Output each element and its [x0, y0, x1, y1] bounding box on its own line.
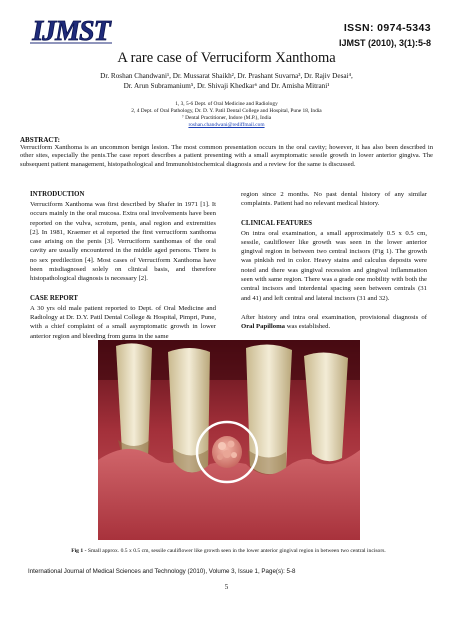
- clinical-photo: [98, 340, 360, 540]
- affiliation-line-3: ⁷ Dental Practitioner, Indore (M.P.), India: [181, 115, 272, 121]
- diagnosis-suffix: was established.: [285, 323, 331, 331]
- right-column: [241, 190, 427, 332]
- journal-citation: IJMST (2010), 3(1):5-8: [338, 38, 431, 48]
- author-line-2: Dr. Arun Subramanium⁵, Dr. Shivaji Khedkar⁶ and Dr. Amisha Mitrani¹: [123, 81, 330, 90]
- paper-title: A rare case of Verruciform Xanthoma: [117, 50, 336, 66]
- figure-caption-text: Small approx. 0.5 x 0.5 cm, sessile cauliflower like growth seen in the lower anterior gingival region in between two central incisors.: [87, 548, 386, 554]
- affiliations: [20, 101, 433, 129]
- introduction-heading: INTRODUCTION: [30, 191, 85, 198]
- diagnosis-paragraph: [241, 313, 427, 332]
- left-column: [30, 190, 216, 341]
- figure-label: Fig 1 -: [71, 548, 88, 554]
- author-list: [20, 72, 433, 91]
- introduction-text: Verruciform Xanthoma was first described by Shafer in 1971 [1]. It occurs mainly in the oral mucosa. Extra oral involvements have been reported on the vulva, scrotum, penis, anal region and extremities [2]. In 1981, Kraemer et al reported the first verruciform xanthoma case arising on the penis [3]. Verruciform xanthomas of the oral cavity are usually encountered in the middle aged persons. There is no sex predilection [4]. Most cases of Verruciform Xanthoma have been misdiagnosed solely on clinical basis, and therefore histopathological diagnosis is necessary [2].: [30, 201, 216, 283]
- case-report-continuation: region since 2 months. No past dental history of any similar complaints. Patient had no relevant medical history.: [241, 191, 427, 208]
- case-report-text: A 30 yrs old male patient reported to Dept. of Oral Medicine and Radiology at Dr. D.Y. Patil Dental College & Hospital, Pimpri, Pune, with a chief complaint of a small asymptomatic growth in lower anterior region and bleeding from gums in the same: [30, 304, 216, 340]
- diagnosis-term: Oral Papilloma: [241, 323, 286, 331]
- clinical-features-heading: CLINICAL FEATURES: [241, 219, 313, 227]
- case-report-heading: CASE REPORT: [30, 294, 78, 302]
- journal-logo: [28, 16, 114, 46]
- affiliation-line-1: 1, 3, 5-6 Dept. of Oral Medicine and Radiology: [175, 101, 278, 107]
- abstract-heading: ABSTRACT:: [20, 136, 60, 144]
- abstract-text: Verruciform Xanthoma is an uncommon benign lesion. The most common presentation occurs in the oral cavity; however, it has also been described in other sites, especially the penis.The case report describes a patient presenting with a small asymptomatic sessile growth in lower anterior gingiva. The subsequent patient management, histopathological and Immunohistochemical diagnosis and a review for the same is discussed.: [20, 144, 433, 168]
- clinical-features-text: On intra oral examination, a small approximately 0.5 x 0.5 cm, sessile, cauliflower like growth was seen in the lower anterior gingival region in between two central incisors (Fig 1). The growth was pinkish red in color. Heavy stains and calculus deposits were noted and there was gingival recession and gingival inflammation seen with same region. There was a grade one mobility with both the central incisors and interdental spacing seen between centrals (31 and 41) and left central and lateral incisors (31 and 32).: [241, 229, 427, 302]
- affiliation-line-2: 2, 4 Dept. of Oral Pathology, Dr. D. Y. Patil Dental College and Hospital, Pune 18, India: [131, 108, 322, 114]
- author-line-1: Dr. Roshan Chandwani¹, Dr. Mussarat Shaikh², Dr. Prashant Suvarna³, Dr. Rajiv Desai⁴,: [100, 72, 353, 80]
- page-number: 5: [224, 583, 229, 591]
- issn-label: ISSN: 0974-5343: [343, 22, 431, 34]
- logo-text: IJMST: [32, 16, 110, 46]
- diagnosis-prefix: After history and intra oral examination, provisional diagnosis of: [241, 313, 427, 321]
- journal-footer: International Journal of Medical Sciences and Technology (2010), Volume 3, Issue 1, Page(s): 5-8: [28, 568, 296, 575]
- contact-email-link[interactable]: roshan.chandwani@rediffmail.com: [188, 122, 265, 128]
- figure-caption: [22, 547, 435, 555]
